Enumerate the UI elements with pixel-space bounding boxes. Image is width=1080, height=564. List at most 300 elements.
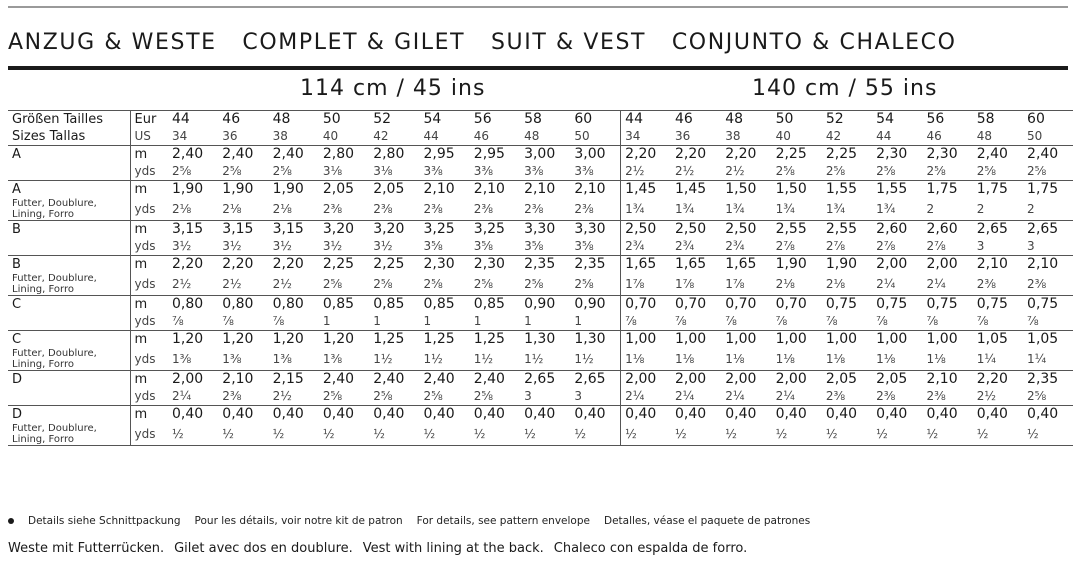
unit-yds: yds [130, 388, 168, 406]
meter-value: 0,40 [775, 406, 807, 422]
yard-value: 3⅛ [369, 163, 419, 181]
meter-value: 1,20 [272, 331, 304, 347]
meter-value: 2,10 [473, 181, 505, 197]
meter-value: 2,10 [222, 371, 254, 387]
eur-size: 50 [319, 111, 369, 129]
meter-value: 0,40 [272, 406, 304, 422]
yard-value: 2⅞ [772, 238, 822, 256]
meter-value: 1,20 [322, 331, 355, 347]
meter-value: 0,40 [524, 406, 556, 422]
yard-value: 2⅞ [872, 238, 922, 256]
yard-value: 1 [520, 313, 570, 331]
yard-value: ½ [369, 426, 419, 446]
meter-value: 0,40 [473, 406, 505, 422]
unit-yds: yds [130, 276, 168, 296]
yard-value: 1½ [520, 351, 570, 371]
meter-value: 0,85 [322, 296, 355, 312]
meter-value: 1,00 [775, 331, 807, 347]
meter-value: 2,40 [322, 371, 355, 387]
yard-value: 3 [570, 388, 620, 406]
meter-value: 2,00 [926, 256, 958, 272]
yard-value: 3⅝ [570, 238, 620, 256]
size-label-de-fr: Größen Tailles [8, 111, 130, 129]
yard-value: ⅞ [872, 313, 922, 331]
eur-size: 60 [1023, 111, 1073, 129]
yard-value: 3⅜ [520, 163, 570, 181]
yard-value: 2⅝ [772, 163, 822, 181]
yard-value: 2⅜ [822, 388, 872, 406]
meter-value: 0,85 [373, 296, 405, 312]
yard-value: 2⅜ [570, 201, 620, 221]
us-size: 48 [520, 128, 570, 146]
yard-value: ½ [922, 426, 972, 446]
yard-value: 2⅝ [218, 163, 268, 181]
yard-value: 2⅝ [922, 163, 972, 181]
yard-value: 1⅜ [269, 351, 319, 371]
yard-value: ½ [772, 426, 822, 446]
us-size: 50 [570, 128, 620, 146]
yard-value: 2⅝ [973, 163, 1023, 181]
yard-value: 1⅛ [671, 351, 721, 371]
meter-value: 2,10 [423, 181, 455, 197]
meter-value: 2,35 [1027, 371, 1059, 387]
yard-value: 1¾ [872, 201, 922, 221]
yard-value: 3½ [269, 238, 319, 256]
meter-value: 1,90 [775, 256, 807, 272]
view-label [8, 181, 130, 221]
eur-size: 44 [168, 111, 218, 129]
meter-value: 0,90 [574, 296, 606, 312]
meter-value: 2,65 [574, 371, 606, 387]
yard-value: 2⅞ [822, 238, 872, 256]
table-row [8, 221, 1073, 239]
yard-value: 2⅝ [369, 276, 419, 296]
note-en: For details, see pattern envelope [416, 515, 590, 527]
meter-value: 2,05 [825, 371, 858, 387]
meter-value: 0,85 [423, 296, 455, 312]
meter-value: 0,40 [674, 406, 707, 422]
eur-size: 56 [922, 111, 972, 129]
view-letter: D [12, 372, 23, 387]
yard-value: 2½ [168, 276, 218, 296]
meter-value: 2,95 [423, 146, 455, 162]
footer-fr: Gilet avec dos en doublure. [174, 541, 353, 556]
meter-value: 0,40 [423, 406, 455, 422]
yard-value: ½ [822, 426, 872, 446]
unit-yds: yds [130, 351, 168, 371]
fabric-width-140: 140 cm / 55 ins [752, 76, 938, 101]
unit-m: m [130, 296, 168, 314]
us-size: 46 [470, 128, 520, 146]
yard-value: ½ [721, 426, 771, 446]
meter-value: 0,40 [621, 406, 671, 426]
table-row [8, 296, 1073, 314]
view-label [8, 331, 130, 371]
meter-value: 2,15 [272, 371, 304, 387]
yard-value: 1⅛ [621, 351, 671, 371]
meter-value: 0,75 [876, 296, 908, 312]
meter-value: 1,00 [825, 331, 858, 347]
eur-size: 54 [872, 111, 922, 129]
meter-value: 2,05 [322, 181, 355, 197]
view-letter: B [12, 257, 21, 272]
yard-value: 1¾ [671, 201, 721, 221]
meter-value: 2,20 [725, 146, 757, 162]
meter-value: 2,10 [1027, 256, 1059, 272]
yard-value: 2⅜ [470, 201, 520, 221]
yard-value: 2⅜ [973, 276, 1023, 296]
yard-value: 3½ [369, 238, 419, 256]
yard-value: 2⅝ [520, 276, 570, 296]
meter-value: 2,80 [322, 146, 355, 162]
meter-value: 0,80 [222, 296, 254, 312]
meter-value: 1,25 [373, 331, 405, 347]
yard-value: 2⅛ [772, 276, 822, 296]
meter-value: 0,40 [725, 406, 757, 422]
meter-value: 3,00 [574, 146, 606, 162]
meter-value: 2,30 [926, 146, 958, 162]
yard-value: 2⅞ [922, 238, 972, 256]
meter-value: 2,20 [222, 256, 254, 272]
view-letter: A [12, 182, 21, 197]
meter-value: 1,55 [876, 181, 908, 197]
meter-value: 0,90 [524, 296, 556, 312]
eur-size: 46 [671, 111, 721, 129]
eur-size: 50 [772, 111, 822, 129]
yard-value: 2⅝ [872, 163, 922, 181]
view-label [8, 221, 130, 256]
yard-value: 1¾ [721, 201, 771, 221]
yard-value: 2⅝ [319, 276, 369, 296]
meter-value: 1,75 [926, 181, 958, 197]
us-size: 40 [772, 128, 822, 146]
yard-value: ½ [218, 426, 268, 446]
meter-value: 1,05 [1027, 331, 1059, 347]
meter-value: 2,00 [172, 371, 204, 387]
yard-value: 2¼ [621, 388, 671, 406]
view-label [8, 256, 130, 296]
eur-size: 48 [269, 111, 319, 129]
unit-yds: yds [130, 163, 168, 181]
meter-value: 2,20 [172, 256, 204, 272]
yard-value: 2 [973, 201, 1023, 221]
meter-value: 1,00 [621, 331, 671, 351]
yard-value: 2¾ [671, 238, 721, 256]
unit-yds: yds [130, 313, 168, 331]
meter-value: 2,55 [825, 221, 858, 237]
yard-value: ⅞ [168, 313, 218, 331]
table-row [8, 331, 1073, 351]
yard-value: 2⅝ [419, 276, 469, 296]
meter-value: 2,65 [1027, 221, 1059, 237]
unit-yds: yds [130, 238, 168, 256]
meter-value: 0,70 [775, 296, 807, 312]
yard-value: 1 [470, 313, 520, 331]
yard-value: 2⅛ [218, 201, 268, 221]
note-es: Detalles, véase el paquete de patrones [603, 515, 811, 527]
meter-value: 0,40 [1027, 406, 1059, 422]
yard-value: 2⅝ [470, 276, 520, 296]
yard-value: 1½ [419, 351, 469, 371]
us-size: 46 [922, 128, 972, 146]
yard-value: 1¼ [973, 351, 1023, 371]
eur-size: 48 [721, 111, 771, 129]
view-letter: B [12, 222, 21, 237]
eur-size: 56 [470, 111, 520, 129]
unit-m: m [130, 146, 168, 164]
meter-value: 1,90 [272, 181, 304, 197]
meter-value: 1,55 [825, 181, 858, 197]
us-size: 34 [168, 128, 218, 146]
yard-value: ½ [319, 426, 369, 446]
yard-value: 3⅜ [470, 163, 520, 181]
table-row [8, 181, 1073, 201]
yard-value: 2¼ [671, 388, 721, 406]
table-row [8, 256, 1073, 276]
yard-value: ½ [973, 426, 1023, 446]
meter-value: 2,40 [1027, 146, 1059, 162]
yard-value: 1¾ [822, 201, 872, 221]
fabric-width-114: 114 cm / 45 ins [300, 76, 486, 101]
meter-value: 1,00 [725, 331, 757, 347]
table-row [8, 238, 1073, 256]
meter-value: 2,20 [976, 371, 1008, 387]
unit-m: m [130, 256, 168, 276]
yard-value: 2⅛ [168, 201, 218, 221]
lining-label: Futter, Doublure, Lining, Forro [12, 273, 97, 295]
yard-value: ½ [168, 426, 218, 446]
meter-value: 1,50 [725, 181, 757, 197]
yard-value: 3 [973, 238, 1023, 256]
top-rule [8, 6, 1068, 8]
meter-value: 0,70 [725, 296, 757, 312]
meter-value: 2,35 [574, 256, 606, 272]
yard-value: 1 [570, 313, 620, 331]
yard-value: 1⅜ [168, 351, 218, 371]
meter-value: 1,20 [222, 331, 254, 347]
yard-value: 2⅜ [922, 388, 972, 406]
us-size: 44 [872, 128, 922, 146]
yard-value: 2⅝ [822, 163, 872, 181]
us-label: US [130, 128, 168, 146]
meter-value: 2,60 [926, 221, 958, 237]
meter-value: 3,25 [473, 221, 505, 237]
yard-value: ⅞ [671, 313, 721, 331]
us-size: 44 [419, 128, 469, 146]
view-label [8, 296, 130, 331]
meter-value: 2,25 [775, 146, 807, 162]
yard-value: 1⅞ [621, 276, 671, 296]
yard-value: 2½ [269, 388, 319, 406]
meter-value: 1,20 [172, 331, 204, 347]
yard-value: ½ [621, 426, 671, 446]
yard-value: 2¾ [621, 238, 671, 256]
meter-value: 2,20 [621, 146, 671, 164]
yard-value: 1 [369, 313, 419, 331]
meter-value: 2,00 [876, 256, 908, 272]
yard-value: 3½ [168, 238, 218, 256]
yard-value: 1⅛ [922, 351, 972, 371]
lining-label: Futter, Doublure, Lining, Forro [12, 423, 97, 445]
meter-value: 1,00 [876, 331, 908, 347]
meter-value: 1,00 [674, 331, 707, 347]
yard-value: 2⅝ [570, 276, 620, 296]
eur-size: 54 [419, 111, 469, 129]
us-size: 36 [218, 128, 268, 146]
meter-value: 3,30 [574, 221, 606, 237]
table-row [8, 146, 1073, 164]
table-row [8, 406, 1073, 426]
yard-value: 2½ [621, 163, 671, 181]
yard-value: 1⅞ [721, 276, 771, 296]
us-size: 34 [621, 128, 671, 146]
yard-value: 2½ [218, 276, 268, 296]
yard-value: ⅞ [822, 313, 872, 331]
table-row [8, 163, 1073, 181]
yard-value: 2⅜ [520, 201, 570, 221]
yard-value: 2⅜ [369, 201, 419, 221]
yard-value: 2⅝ [470, 388, 520, 406]
yard-value: 2⅜ [319, 201, 369, 221]
yard-value: 2⅛ [269, 201, 319, 221]
page-title: ANZUG & WESTE COMPLET & GILET SUIT & VEST CONJUNTO & CHALECO [8, 30, 957, 55]
meter-value: 0,40 [976, 406, 1008, 422]
meter-value: 1,75 [976, 181, 1008, 197]
meter-value: 0,75 [976, 296, 1008, 312]
meter-value: 0,40 [825, 406, 858, 422]
yard-value: 2½ [721, 163, 771, 181]
meter-value: 2,10 [574, 181, 606, 197]
meter-value: 2,40 [423, 371, 455, 387]
meter-value: 2,40 [272, 146, 304, 162]
meter-value: 2,60 [876, 221, 908, 237]
meter-value: 2,50 [725, 221, 757, 237]
yard-value: ½ [470, 426, 520, 446]
meter-value: 3,00 [524, 146, 556, 162]
meter-value: 2,00 [725, 371, 757, 387]
meter-value: 0,40 [373, 406, 405, 422]
meter-value: 0,40 [876, 406, 908, 422]
yard-value: 2⅜ [218, 388, 268, 406]
table-row [8, 313, 1073, 331]
view-letter: A [12, 147, 21, 162]
unit-m: m [130, 181, 168, 201]
view-letter: C [12, 332, 22, 347]
meter-value: 1,65 [621, 256, 671, 276]
us-size: 42 [822, 128, 872, 146]
yard-value: ½ [570, 426, 620, 446]
meter-value: 2,00 [621, 371, 671, 389]
meter-value: 2,50 [621, 221, 671, 239]
yard-value: 2⅝ [269, 163, 319, 181]
meter-value: 2,25 [373, 256, 405, 272]
yard-value: 3⅜ [419, 163, 469, 181]
yard-value: 3⅛ [319, 163, 369, 181]
table-row [8, 426, 1073, 446]
meter-value: 0,85 [473, 296, 505, 312]
meter-value: 2,20 [272, 256, 304, 272]
meter-value: 2,20 [674, 146, 707, 162]
yard-value: 2⅝ [1023, 163, 1073, 181]
yard-value: 1 [419, 313, 469, 331]
meter-value: 2,00 [775, 371, 807, 387]
meter-value: 2,40 [976, 146, 1008, 162]
us-size: 42 [369, 128, 419, 146]
yard-value: ½ [872, 426, 922, 446]
meter-value: 2,25 [322, 256, 355, 272]
view-label [8, 146, 130, 181]
yard-value: ⅞ [973, 313, 1023, 331]
meter-value: 1,30 [524, 331, 556, 347]
meter-value: 2,40 [222, 146, 254, 162]
yard-value: 2⅝ [419, 388, 469, 406]
meter-value: 3,15 [272, 221, 304, 237]
eur-size: 58 [973, 111, 1023, 129]
yardage-table [8, 110, 1073, 446]
meter-value: 0,75 [825, 296, 858, 312]
yard-value: ⅞ [218, 313, 268, 331]
yard-value: 2 [922, 201, 972, 221]
view-label [8, 406, 130, 446]
meter-value: 1,90 [222, 181, 254, 197]
meter-value: 0,80 [172, 296, 204, 312]
meter-value: 1,00 [926, 331, 958, 347]
meter-value: 1,75 [1027, 181, 1059, 197]
meter-value: 1,90 [172, 181, 204, 197]
yard-value: 1⅛ [721, 351, 771, 371]
yard-value: 2⅝ [168, 163, 218, 181]
yard-value: ½ [419, 426, 469, 446]
yard-value: 2⅜ [419, 201, 469, 221]
meter-value: 0,80 [272, 296, 304, 312]
meter-value: 2,40 [473, 371, 505, 387]
lining-label: Futter, Doublure, Lining, Forro [12, 198, 97, 220]
yard-value: 1¾ [621, 201, 671, 221]
meter-value: 0,40 [322, 406, 355, 422]
meter-value: 2,40 [172, 146, 204, 162]
us-size: 38 [269, 128, 319, 146]
eur-size: 60 [570, 111, 620, 129]
meter-value: 2,35 [524, 256, 556, 272]
yard-value: ½ [671, 426, 721, 446]
yard-value: 2¼ [721, 388, 771, 406]
meter-value: 1,90 [825, 256, 858, 272]
meter-value: 1,30 [574, 331, 606, 347]
meter-value: 1,65 [725, 256, 757, 272]
eur-size: 52 [822, 111, 872, 129]
yard-value: 2¼ [922, 276, 972, 296]
yard-value: 1½ [369, 351, 419, 371]
yard-value: 1¾ [772, 201, 822, 221]
yard-value: 1⅛ [822, 351, 872, 371]
yard-value: ½ [1023, 426, 1073, 446]
meter-value: 2,30 [423, 256, 455, 272]
yard-value: 1½ [570, 351, 620, 371]
footer-es: Chaleco con espalda de forro. [553, 541, 748, 556]
meter-value: 1,05 [976, 331, 1008, 347]
meter-value: 3,15 [222, 221, 254, 237]
meter-value: 1,25 [473, 331, 505, 347]
bullet-icon [8, 518, 14, 524]
table-row [8, 276, 1073, 296]
unit-m: m [130, 406, 168, 426]
yard-value: 1⅞ [671, 276, 721, 296]
us-size: 36 [671, 128, 721, 146]
yard-value: 2¾ [721, 238, 771, 256]
meter-value: 0,40 [222, 406, 254, 422]
yard-value: 3⅝ [520, 238, 570, 256]
us-size: 48 [973, 128, 1023, 146]
